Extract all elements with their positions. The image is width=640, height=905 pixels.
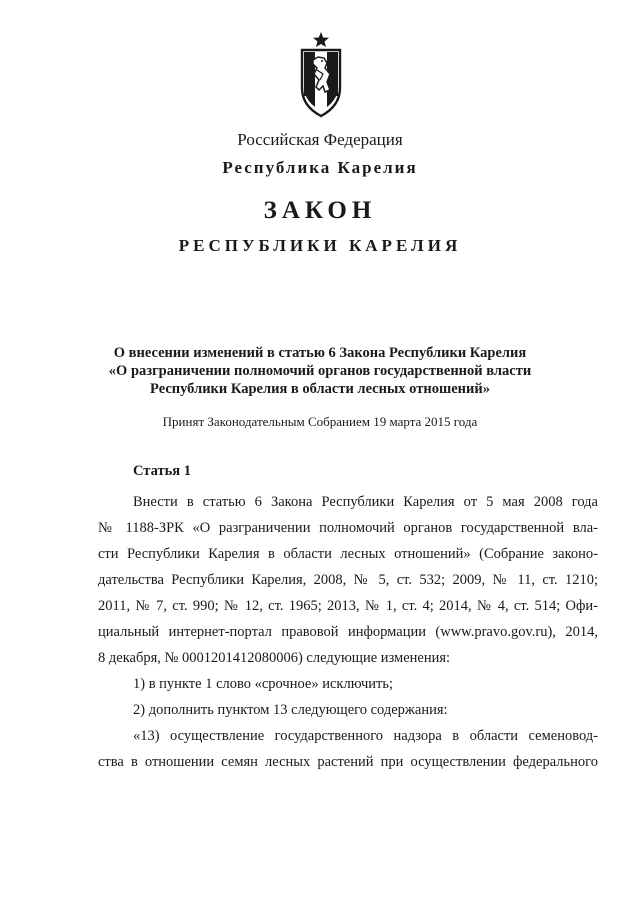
- body-line: «13) осуществление государственного надзора в области семеновод-: [133, 728, 598, 744]
- law-title-line: «О разграничении полномочий органов государственной власти: [108, 363, 532, 379]
- law-subheading: РЕСПУБЛИКИ КАРЕЛИЯ: [178, 236, 462, 255]
- body-line: 8 декабря, № 0001201412080006) следующие изменения:: [98, 650, 451, 666]
- republic-name: Республика Карелия: [222, 158, 418, 177]
- law-title-line: Республики Карелия в области лесных отношений»: [150, 381, 490, 397]
- body-line: 2) дополнить пунктом 13 следующего содержания:: [133, 702, 448, 718]
- country-name: Российская Федерация: [237, 130, 403, 149]
- body-line: циальный интернет-портал правовой информации (www.pravo.gov.ru), 2014,: [98, 624, 598, 640]
- body-line: дательства Республики Карелия, 2008, № 5, ст. 532; 2009, № 11, ст. 1210;: [98, 572, 598, 588]
- law-heading: ЗАКОН: [263, 197, 377, 224]
- article-body: [98, 489, 598, 775]
- body-line: 2011, № 7, ст. 990; № 12, ст. 1965; 2013, № 1, ст. 4; 2014, № 4, ст. 514; Офи-: [98, 598, 598, 614]
- body-line: 1) в пункте 1 слово «срочное» исключить;: [133, 676, 394, 692]
- law-title: [100, 344, 540, 398]
- body-line: Внести в статью 6 Закона Республики Карелия от 5 мая 2008 года: [133, 494, 598, 510]
- body-line: сти Республики Карелия в области лесных отношений» (Собрание законо-: [98, 546, 598, 562]
- body-line: № 1188-ЗРК «О разграничении полномочий органов государственной вла-: [98, 520, 598, 536]
- coat-of-arms-icon: [296, 30, 346, 120]
- body-line: ства в отношении семян лесных растений при осуществлении федерального: [98, 754, 598, 770]
- law-title-line: О внесении изменений в статью 6 Закона Республики Карелия: [113, 345, 527, 361]
- article-heading: Статья 1: [133, 463, 191, 479]
- adoption-note: Принят Законодательным Собранием 19 марта 2015 года: [162, 414, 478, 429]
